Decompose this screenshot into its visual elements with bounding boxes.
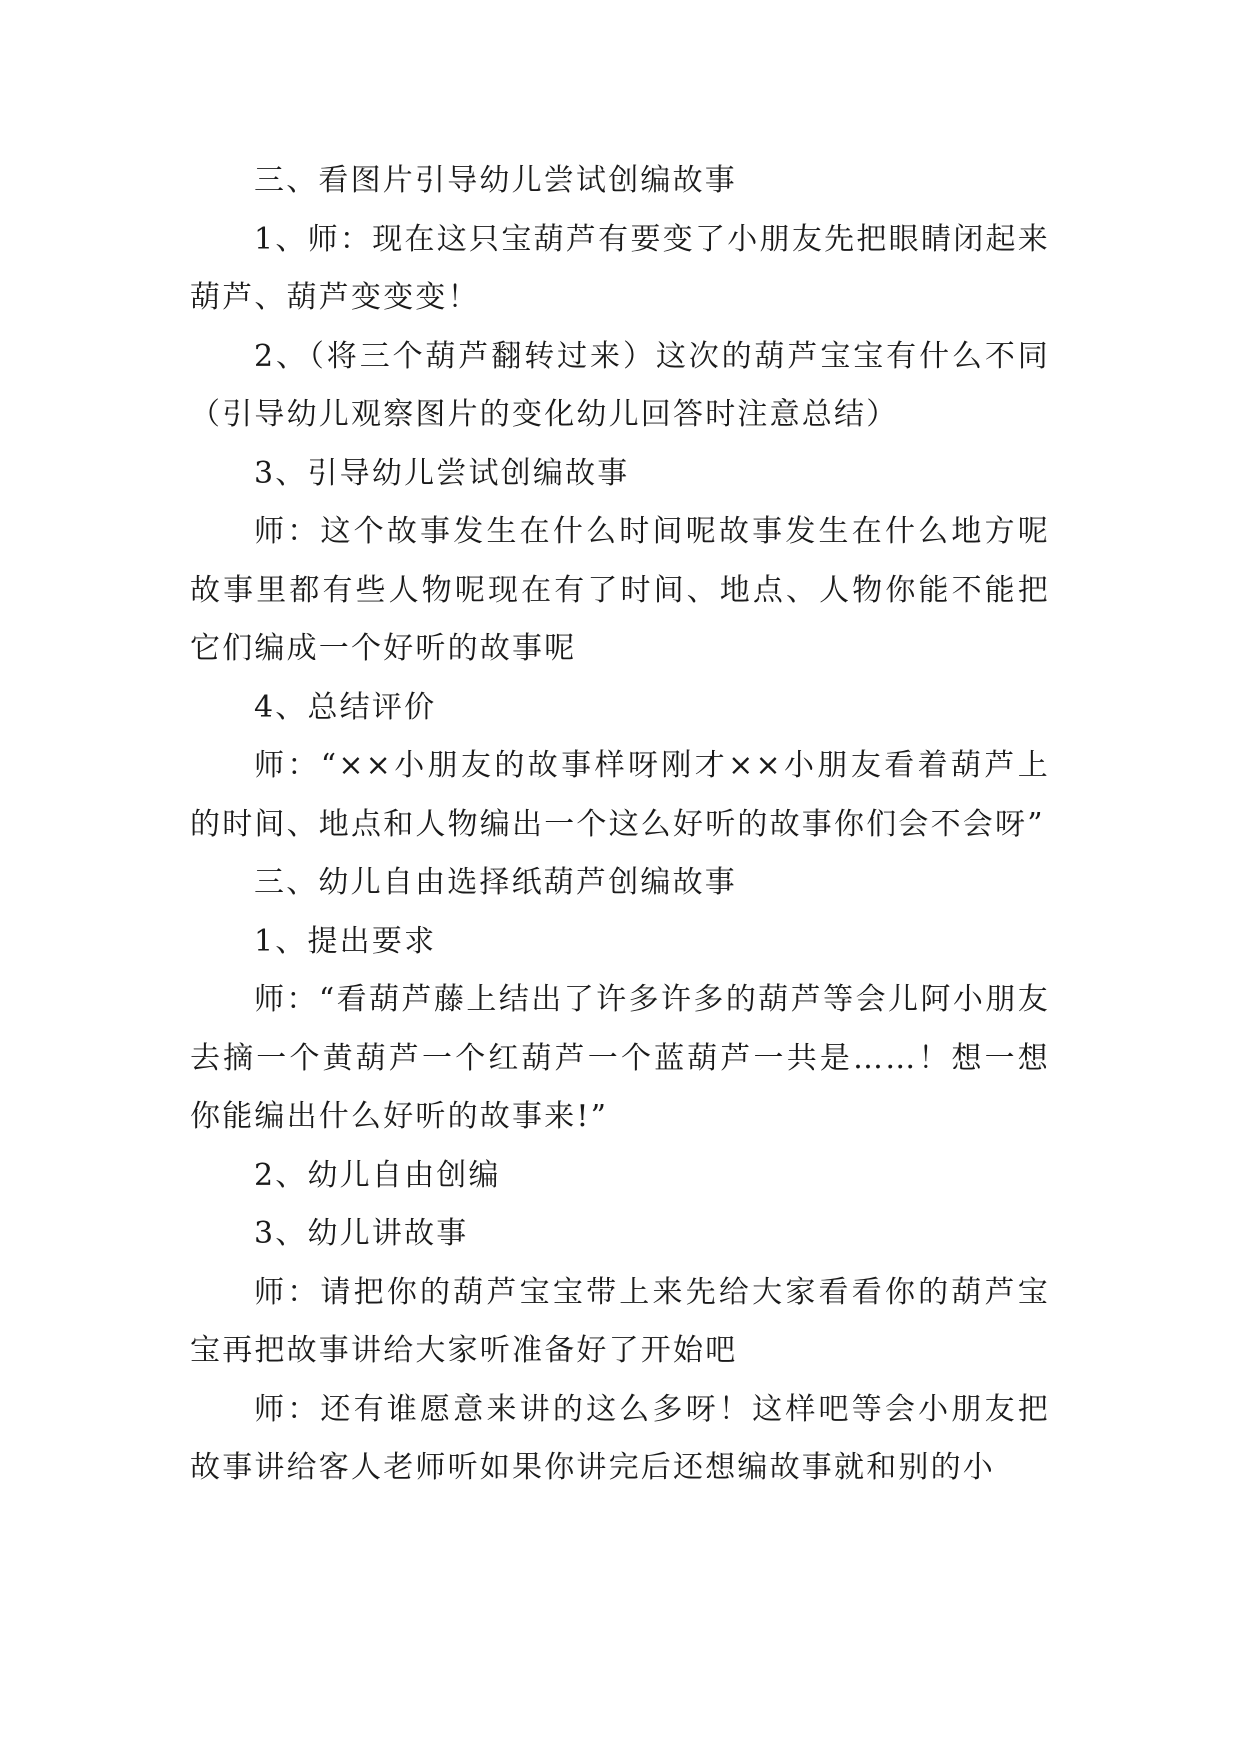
section-heading: 三、看图片引导幼儿尝试创编故事 (254, 163, 737, 198)
paragraph: 2、幼儿自由创编 (254, 1157, 501, 1193)
paragraph: 3、引导幼儿尝试创编故事 (254, 455, 630, 491)
paragraph: 师：请把你的葫芦宝宝带上来先给大家看看你的葫芦宝宝再把故事讲给大家听准备好了开始吧 (190, 1274, 1050, 1368)
paragraph: 师：“××小朋友的故事样呀刚才××小朋友看着葫芦上的时间、地点和人物编出一个这么好听的故事你们会不会呀” (190, 748, 1050, 842)
paragraph: 4、总结评价 (254, 689, 437, 725)
paragraph: 1、师：现在这只宝葫芦有要变了小朋友先把眼睛闭起来葫芦、葫芦变变变！ (190, 221, 1050, 315)
paragraph: 2、（将三个葫芦翻转过来）这次的葫芦宝宝有什么不同（引导幼儿观察图片的变化幼儿回答时注意总结） (190, 338, 1050, 432)
paragraph: 师：还有谁愿意来讲的这么多呀！这样吧等会小朋友把故事讲给客人老师听如果你讲完后还想编故事就和别的小 (190, 1391, 1050, 1485)
section-heading: 三、幼儿自由选择纸葫芦创编故事 (254, 865, 737, 900)
paragraph: 师：这个故事发生在什么时间呢故事发生在什么地方呢故事里都有些人物呢现在有了时间、地点、人物你能不能把它们编成一个好听的故事呢 (190, 514, 1050, 666)
paragraph: 1、提出要求 (254, 923, 437, 959)
paragraph: 师：“看葫芦藤上结出了许多许多的葫芦等会儿阿小朋友去摘一个黄葫芦一个红葫芦一个蓝葫芦一共是……！想一想你能编出什么好听的故事来!” (190, 982, 1050, 1134)
document-body (190, 152, 1050, 1498)
paragraph: 3、幼儿讲故事 (254, 1216, 469, 1251)
